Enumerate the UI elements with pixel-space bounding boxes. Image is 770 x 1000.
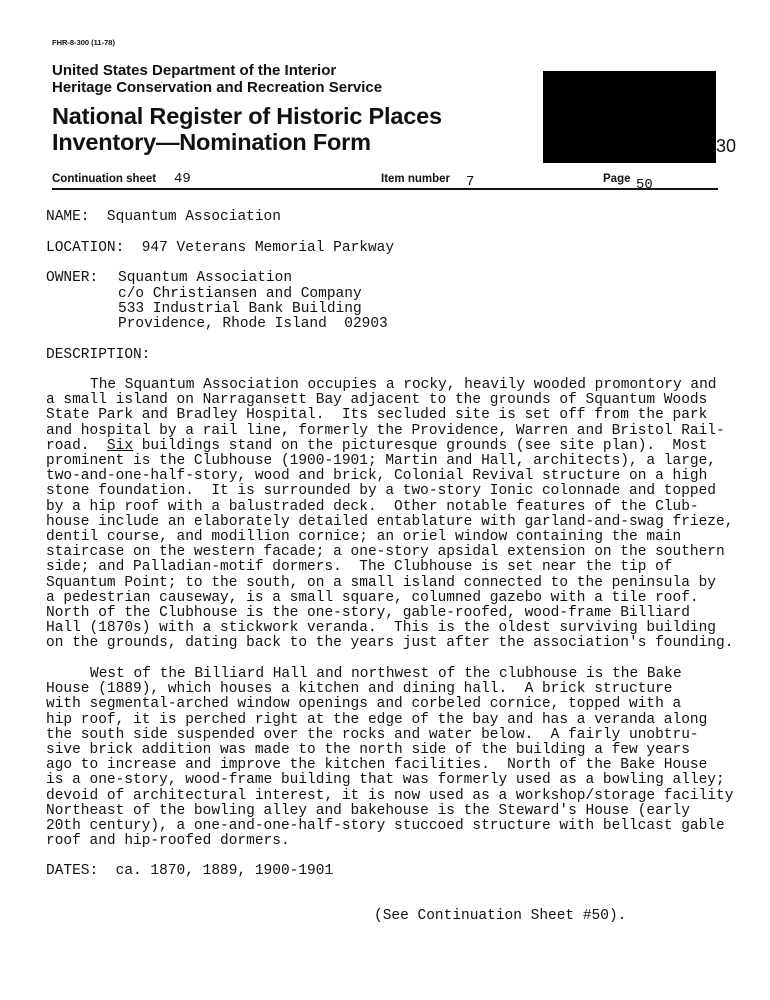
text-line: Squantum Point; to the south, on a small island connected to the peninsula by bbox=[46, 574, 717, 591]
text-line: Northeast of the bowling alley and bakehouse is the Steward's House (early bbox=[46, 802, 690, 819]
item-number-value: 7 bbox=[466, 174, 475, 190]
text-line: staircase on the western facade; a one-story apsidal extension on the southern bbox=[46, 544, 725, 561]
text-line: stone foundation. It is surrounded by a two-story Ionic colonnade and topped bbox=[46, 483, 717, 500]
description-paragraph-1 bbox=[46, 378, 766, 652]
owner-line: Providence, Rhode Island 02903 bbox=[118, 316, 388, 332]
text-line: ago to increase and improve the kitchen facilities. North of the Bake House bbox=[46, 757, 708, 774]
service-name: Heritage Conservation and Recreation Service bbox=[52, 79, 383, 96]
description-label: DESCRIPTION: bbox=[46, 347, 151, 363]
text-line: 20th century), a one-and-one-half-story stuccoed structure with bellcast gable bbox=[46, 818, 725, 835]
text-line: the south side suspended over the rocks and water below. A fairly unobtru- bbox=[46, 726, 699, 743]
page-label: Page bbox=[603, 173, 631, 185]
owner-line: Squantum Association bbox=[118, 270, 293, 286]
text-line: a pedestrian causeway, is a small square, columned gazebo with a tile roof. bbox=[46, 589, 699, 606]
location-field bbox=[46, 241, 394, 256]
name-field bbox=[46, 210, 281, 225]
continuation-sheet-label: Continuation sheet bbox=[52, 173, 157, 185]
form-title-line2: Inventory—Nomination Form bbox=[52, 129, 371, 155]
text-line: side; and Palladian-motif dormers. The Clubhouse is set near the tip of bbox=[46, 559, 673, 576]
text-line: dentil course, and modillion cornice; an oriel window containing the main bbox=[46, 529, 682, 546]
redaction-block bbox=[543, 71, 716, 163]
owner-line: c/o Christiansen and Company bbox=[118, 286, 362, 302]
text-line: West of the Billiard Hall and northwest of the clubhouse is the Bake bbox=[90, 666, 682, 682]
text-line: house include an elaborately detailed entablature with garland-and-swag frieze, bbox=[46, 513, 734, 530]
underlined-word: Six bbox=[106, 437, 134, 454]
text-line: roof and hip-roofed dormers. bbox=[46, 833, 290, 850]
continuation-sheet-value: 49 bbox=[174, 171, 191, 187]
text-line: a small island on Narragansett Bay adjacent to the grounds of Squantum Woods bbox=[46, 392, 708, 409]
name-value: Squantum Association bbox=[106, 209, 281, 225]
form-code: FHR-8-300 (11-78) bbox=[52, 38, 115, 47]
page-number-value: 50 bbox=[636, 177, 653, 193]
location-value: 947 Veterans Memorial Parkway bbox=[141, 240, 395, 256]
text-fragment: road. bbox=[46, 437, 107, 454]
description-paragraph-2 bbox=[46, 667, 766, 849]
department-name: United States Department of the Interior bbox=[52, 62, 337, 79]
location-label: LOCATION: bbox=[46, 240, 125, 256]
owner-label: OWNER: bbox=[46, 270, 99, 286]
owner-line: 533 Industrial Bank Building bbox=[118, 301, 362, 317]
redaction-stub-text: 30 bbox=[716, 136, 737, 156]
text-line: by a hip roof with a balustraded deck. Other notable features of the Club- bbox=[46, 498, 699, 515]
dates-label: DATES: bbox=[46, 863, 99, 879]
dates-field bbox=[46, 864, 333, 879]
header-rule bbox=[52, 188, 718, 190]
text-line: two-and-one-half-story, wood and brick, Colonial Revival structure on a high bbox=[46, 468, 708, 485]
text-line: is a one-story, wood-frame building that was formerly used as a bowling alley; bbox=[46, 772, 725, 789]
text-line: sive brick addition was made to the north side of the building a few years bbox=[46, 742, 690, 759]
text-line: State Park and Bradley Hospital. Its secluded site is set off from the park bbox=[46, 407, 708, 424]
item-number-label: Item number bbox=[381, 173, 451, 185]
text-line: Hall (1870s) with a stickwork veranda. This is the oldest surviving building bbox=[46, 620, 717, 637]
text-line: prominent is the Clubhouse (1900-1901; Martin and Hall, architects), a large, bbox=[46, 453, 717, 470]
text-fragment: buildings stand on the picturesque grounds (see site plan). Most bbox=[133, 437, 708, 454]
text-line: and hospital by a rail line, formerly the Providence, Warren and Bristol Rail- bbox=[46, 422, 725, 439]
text-line: with segmental-arched window openings and corbeled cornice, topped with a bbox=[46, 696, 682, 713]
dates-value: ca. 1870, 1889, 1900-1901 bbox=[115, 863, 334, 879]
text-line: hip roof, it is perched right at the edge of the bay and has a veranda along bbox=[46, 711, 708, 728]
continuation-note: (See Continuation Sheet #50). bbox=[374, 908, 627, 924]
text-line: The Squantum Association occupies a rocky, heavily wooded promontory and bbox=[90, 377, 717, 393]
form-title-line1: National Register of Historic Places bbox=[52, 103, 442, 129]
name-label: NAME: bbox=[46, 209, 90, 225]
text-line: on the grounds, dating back to the years just after the association's founding. bbox=[46, 635, 734, 652]
text-line: House (1889), which houses a kitchen and dining hall. A brick structure bbox=[46, 681, 673, 698]
text-line bbox=[46, 439, 766, 454]
text-line: North of the Clubhouse is the one-story, gable-roofed, wood-frame Billiard bbox=[46, 605, 690, 622]
text-line: devoid of architectural interest, it is now used as a workshop/storage facility bbox=[46, 787, 734, 804]
